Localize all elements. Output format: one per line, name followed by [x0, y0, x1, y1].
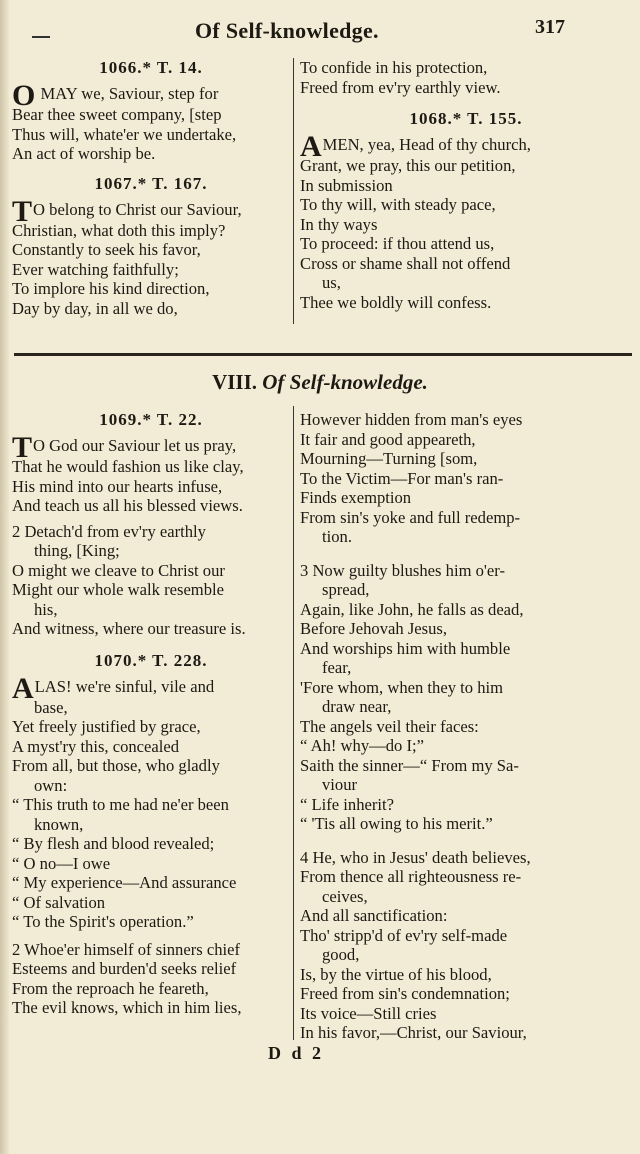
section-number: VIII.	[212, 370, 258, 394]
verse-line: Freed from ev'ry earthly view.	[300, 77, 501, 97]
section-title: Of Self-knowledge.	[262, 370, 428, 394]
verse-line: In submission	[300, 175, 393, 195]
verse-line: 4 He, who in Jesus' death believes,	[300, 847, 531, 867]
verse-line: “ By flesh and blood revealed;	[12, 834, 215, 853]
verse-line: Thee we boldly will confess.	[300, 292, 492, 312]
verse-line: Constantly to seek his favor,	[12, 240, 201, 259]
verse-line: us,	[322, 273, 341, 292]
hymn-1068-first-line	[300, 130, 632, 163]
section-heading	[0, 370, 640, 395]
dropcap: T	[12, 194, 33, 228]
verse-line: In his favor,—Christ, our Saviour,	[300, 1023, 527, 1042]
verse-line: 3 Now guilty blushes him o'er-	[300, 560, 505, 580]
verse-line: Freed from sin's condemnation;	[300, 984, 510, 1003]
bottom-right-column	[300, 410, 632, 1043]
verse-line: However hidden from man's eyes	[300, 410, 523, 429]
verse-line: Day by day, in all we do,	[12, 298, 178, 318]
dropcap: O	[12, 79, 36, 112]
header-dash	[32, 36, 50, 38]
verse-line: base,	[34, 697, 68, 717]
running-head-title: Of Self-knowledge.	[195, 18, 379, 43]
verse-line: his,	[34, 599, 58, 619]
verse-line: And witness, where our treasure is.	[12, 619, 246, 638]
verse-line: “ 'Tis all owing to his merit.”	[300, 814, 493, 833]
verse-line: 2 Whoe'er himself of sinners chief	[12, 939, 241, 959]
verse-line: That he would fashion us like clay,	[12, 457, 244, 476]
line-text: MAY we, Saviour, step for	[36, 84, 219, 103]
verse-line: “ Ah! why—do I;”	[300, 736, 424, 755]
verse-line: To proceed: if thou attend us,	[300, 234, 495, 253]
verse-line: A myst'ry this, concealed	[12, 736, 180, 756]
verse-line: Is, by the virtue of his blood,	[300, 964, 492, 984]
verse-line: spread,	[322, 580, 370, 599]
verse-line: Esteems and burden'd seeks relief	[12, 959, 237, 978]
verse-line: “ O no—I owe	[12, 853, 111, 873]
verse-line: From sin's yoke and full redemp-	[300, 507, 521, 527]
dropcap: A	[12, 671, 34, 705]
verse-line: Might our whole walk resemble	[12, 580, 224, 599]
verse-line: “ This truth to me had ne'er been	[12, 795, 229, 814]
column-rule-top	[293, 58, 294, 324]
verse-line: “ Life inherit?	[300, 794, 394, 814]
hymn-1068-heading: 1068.* T. 155.	[409, 109, 523, 128]
verse-line: And worships him with humble	[300, 638, 511, 658]
verse-line: To thy will, with steady pace,	[300, 195, 496, 214]
verse-line: From the reproach he feareth,	[12, 978, 209, 998]
verse-line: From all, but those, who gladly	[12, 756, 220, 775]
column-rule-bottom	[293, 406, 294, 1040]
verse-line: Cross or shame shall not offend	[300, 253, 511, 273]
hymn-1069-first-line	[12, 431, 290, 464]
verse-line: To implore his kind direction,	[12, 279, 210, 298]
verse-line: And all sanctification:	[300, 906, 448, 925]
verse-line: His mind into our hearts infuse,	[12, 476, 223, 496]
verse-line: Thus will, whate'er we undertake,	[12, 124, 237, 144]
verse-line: tion.	[322, 527, 352, 546]
verse-line: The evil knows, which in him lies,	[12, 998, 242, 1017]
verse-line: An act of worship be.	[12, 144, 156, 163]
hymn-1067-first-line	[12, 194, 290, 228]
dropcap: A	[300, 130, 322, 163]
verse-line: From thence all righteousness re-	[300, 867, 522, 886]
verse-line: Before Jehovah Jesus,	[300, 619, 448, 638]
verse-line: Finds exemption	[300, 488, 412, 507]
bottom-left-column	[12, 404, 290, 1018]
verse-line: To the Victim—For man's ran-	[300, 468, 504, 488]
verse-line: The angels veil their faces:	[300, 716, 479, 736]
section-divider-rule	[14, 353, 632, 356]
line-text: LAS! we're sinful, vile and	[34, 676, 215, 696]
verse-line: “ To the Spirit's operation.”	[12, 912, 194, 931]
hymn-1070-heading: 1070.* T. 228.	[94, 650, 208, 670]
verse-line: 2 Detach'd from ev'ry earthly	[12, 521, 206, 541]
verse-line: Bear thee sweet company, [step	[12, 105, 222, 124]
verse-line: “ My experience—And assurance	[12, 873, 237, 892]
verse-line: known,	[34, 814, 84, 834]
verse-line: thing, [King;	[34, 541, 120, 560]
verse-line: Its voice—Still cries	[300, 1003, 437, 1023]
verse-line: Again, like John, he falls as dead,	[300, 599, 524, 619]
verse-line: good,	[322, 945, 360, 964]
verse-line: In thy ways	[300, 214, 378, 234]
dropcap: T	[12, 431, 33, 464]
verse-line: Grant, we pray, this our petition,	[300, 156, 516, 175]
verse-line: draw near,	[322, 697, 392, 716]
page-number: 317	[535, 16, 565, 38]
verse-line: “ Of salvation	[12, 892, 106, 912]
line-text: MEN, yea, Head of thy church,	[322, 135, 531, 154]
verse-line: Saith the sinner—“ From my Sa-	[300, 755, 519, 775]
verse-line: fear,	[322, 658, 352, 677]
hymn-1066-first-line	[12, 79, 290, 112]
running-head	[0, 10, 640, 46]
verse-line: viour	[322, 775, 358, 794]
top-left-column	[12, 56, 290, 318]
hymn-1070-first-line	[12, 671, 290, 705]
verse-line: own:	[34, 775, 68, 795]
verse-line: Mourning—Turning [som,	[300, 449, 478, 468]
verse-line: 'Fore whom, when they to him	[300, 677, 504, 697]
top-right-column	[300, 58, 632, 312]
line-text: O God our Saviour let us pray,	[33, 436, 237, 455]
verse-line: O might we cleave to Christ our	[12, 560, 225, 580]
verse-line: To confide in his protection,	[300, 58, 488, 77]
hymn-1066-heading: 1066.* T. 14.	[99, 58, 203, 77]
verse-line: Christian, what doth this imply?	[12, 220, 226, 240]
verse-line: Yet freely justified by grace,	[12, 717, 201, 736]
verse-line: It fair and good appeareth,	[300, 429, 476, 449]
verse-line: And teach us all his blessed views.	[12, 496, 243, 515]
line-text: O belong to Christ our Saviour,	[33, 199, 242, 219]
verse-line: ceives,	[322, 886, 368, 906]
signature-mark: D d 2	[268, 1043, 325, 1063]
hymn-1067-heading: 1067.* T. 167.	[94, 173, 208, 193]
page-gutter-edge	[0, 0, 9, 1154]
verse-line: Tho' stripp'd of ev'ry self-made	[300, 925, 508, 945]
hymn-1069-heading: 1069.* T. 22.	[99, 410, 203, 429]
verse-line: Ever watching faithfully;	[12, 259, 179, 279]
